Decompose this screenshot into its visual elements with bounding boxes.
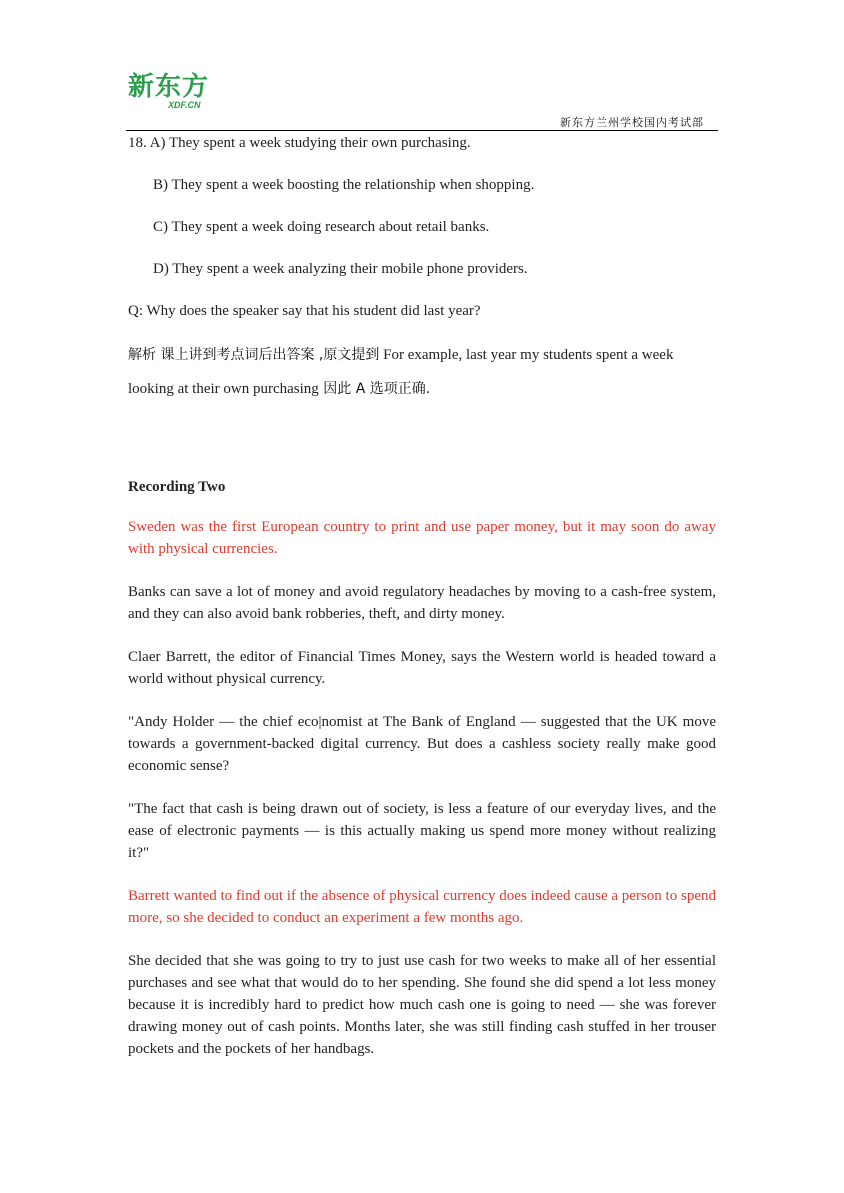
section-heading: Recording Two <box>128 479 226 495</box>
analysis-intro: 解析 课上讲到考点词后出答案 ,原文提到 <box>128 347 380 363</box>
option-d: D) They spent a week analyzing their mobile phone providers. <box>153 261 528 277</box>
transcript-paragraph: Sweden was the first European country to print and use paper money, but it may soon do away with physical currencies. <box>128 519 716 557</box>
header-divider <box>126 130 718 131</box>
transcript-paragraph: She decided that she was going to try to just use cash for two weeks to make all of her essential purchases and see what that would do to her spending. She found she did spend a lot less money because it is incredibly hard to predict how much cash one is going to need — she was forever drawing money out of cash points. Months later, she was still finding cash stuffed in her trouser pockets and the pockets of her handbags. <box>128 953 716 1057</box>
analysis-quote: For example, last year my students spent a week looking at their own purchasing <box>128 347 674 397</box>
option-c: C) They spent a week doing research about retail banks. <box>153 219 490 235</box>
transcript-paragraph: "Andy Holder — the chief eco|nomist at The Bank of England — suggested that the UK move towards a government-backed digital currency. But does a cashless society really make good economic sense? <box>128 714 716 774</box>
logo-chinese-text: 新东方 <box>128 72 210 102</box>
question-text: Q: Why does the speaker say that his student did last year? <box>128 303 481 319</box>
answer-analysis <box>128 338 716 406</box>
document-body <box>128 132 716 1081</box>
transcript-paragraph: Barrett wanted to find out if the absence of physical currency does indeed cause a person to spend more, so she decided to conduct an experiment a few months ago. <box>128 888 716 926</box>
header-school-name: 新东方兰州学校国内考试部 <box>560 116 704 129</box>
option-a: 18. A) They spent a week studying their own purchasing. <box>128 135 471 151</box>
analysis-conclusion: 因此 A 选项正确. <box>318 381 431 397</box>
option-b: B) They spent a week boosting the relationship when shopping. <box>153 177 535 193</box>
xdf-logo <box>128 72 228 114</box>
logo-english-text: XDF.CN <box>168 100 201 110</box>
transcript-paragraph: Claer Barrett, the editor of Financial Times Money, says the Western world is headed toward a world without physical currency. <box>128 649 716 687</box>
transcript-paragraph: "The fact that cash is being drawn out of society, is less a feature of our everyday lives, and the ease of electronic payments — is this actually making us spend more money without realizing it?" <box>128 801 716 861</box>
transcript-paragraph: Banks can save a lot of money and avoid regulatory headaches by moving to a cash-free system, and they can also avoid bank robberies, theft, and dirty money. <box>128 584 716 622</box>
